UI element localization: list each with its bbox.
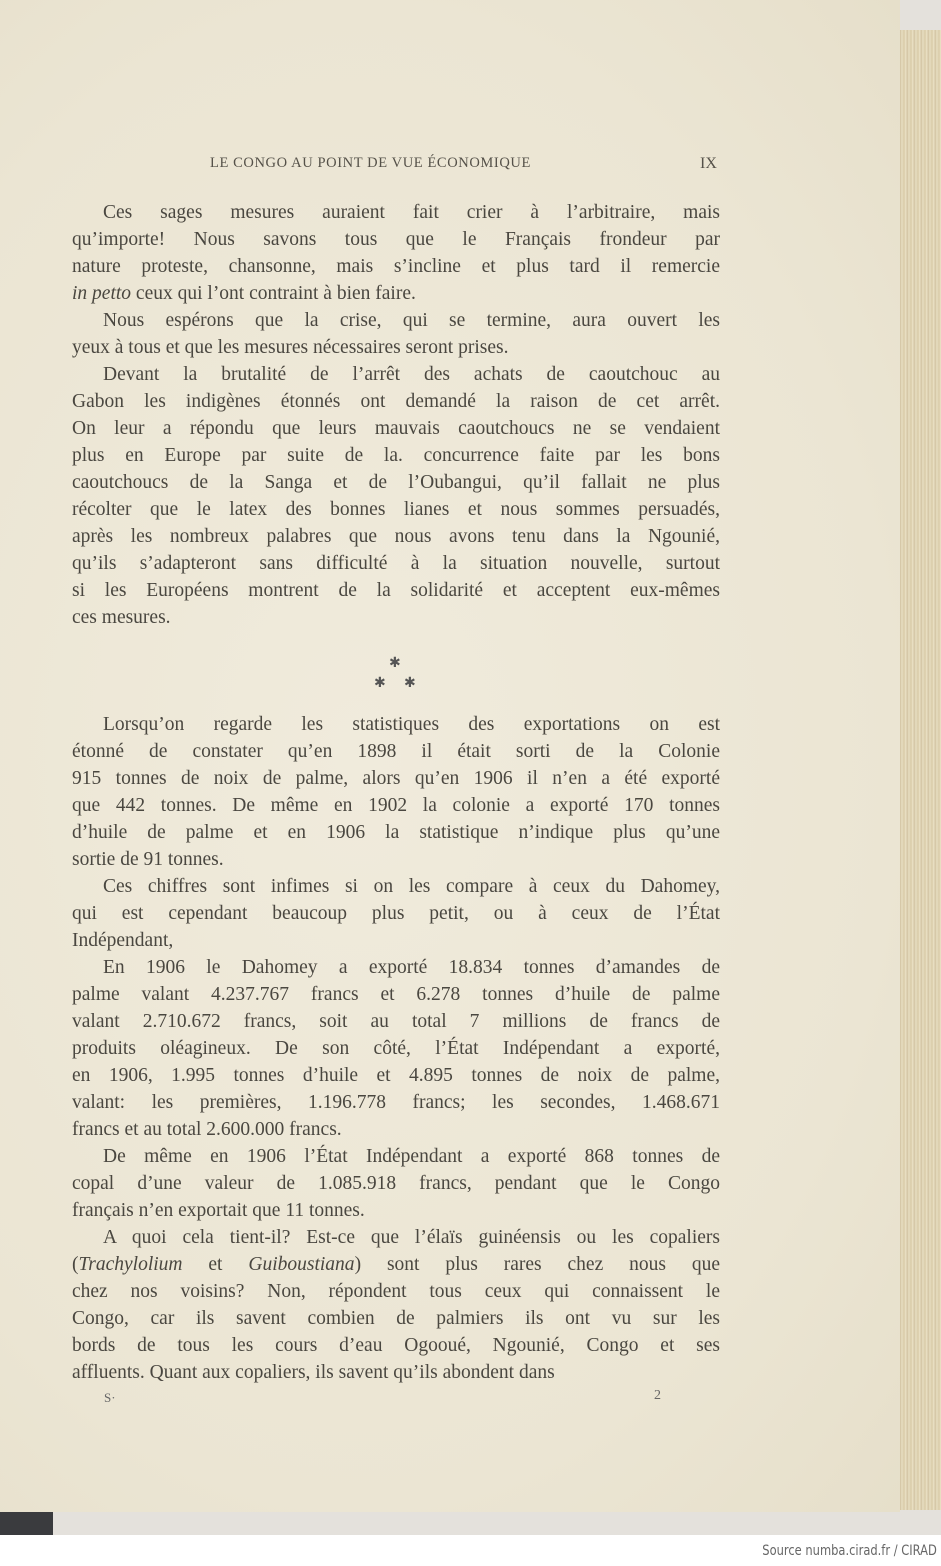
text-line [72, 1172, 720, 1196]
italic-text: Trachylolium [78, 1254, 183, 1275]
page-edges [895, 30, 941, 1510]
text-line [72, 444, 720, 468]
text-line [72, 1361, 720, 1385]
text-segment: ceux qui l’ont contraint à bien faire. [131, 283, 416, 304]
text-segment: Lorsqu’on regarde les statistiques des exportations on est [103, 714, 720, 735]
italic-text: in petto [72, 283, 132, 304]
text-segment: copal d’une valeur de 1.085.918 francs, pendant que le Congo [72, 1173, 720, 1194]
text-segment: Nous espérons que la crise, qui se termine, aura ouvert les [103, 310, 720, 331]
text-segment: Indépendant, [72, 930, 174, 951]
text-line [72, 1118, 720, 1142]
text-segment: Gabon les indigènes étonnés ont demandé la raison de cet arrêt. [72, 391, 720, 412]
text-segment: qui est cependant beaucoup plus petit, ou à ceux de l’État [72, 903, 720, 924]
text-line [103, 875, 720, 899]
text-segment: chez nos voisins? Non, répondent tous ceux qui connaissent le [72, 1281, 720, 1302]
text-line [103, 201, 720, 225]
text-line [72, 767, 720, 791]
text-line [72, 579, 720, 603]
text-line [72, 983, 720, 1007]
running-title: LE CONGO AU POINT DE VUE ÉCONOMIQUE [210, 155, 531, 171]
text-segment: Ces chiffres sont infimes si on les compare à ceux du Dahomey, [103, 876, 720, 897]
text-line [72, 1280, 720, 1304]
section-break-star: ✱ [374, 676, 386, 691]
text-segment: français n’en exportait que 11 tonnes. [72, 1200, 365, 1221]
text-line [103, 956, 720, 980]
text-line [72, 606, 720, 630]
text-segment: sortie de 91 tonnes. [72, 849, 224, 870]
text-segment: De même en 1906 l’État Indépendant a exporté 868 tonnes de [103, 1146, 720, 1167]
text-line [72, 525, 720, 549]
text-segment: affluents. Quant aux copaliers, ils savent qu’ils abondent dans [72, 1362, 555, 1383]
text-segment: ( [72, 1254, 79, 1275]
text-line [72, 417, 720, 441]
text-segment: caoutchoucs de la Sanga et de l’Oubangui, qu’il fallait ne plus [72, 472, 720, 493]
signature-mark: S· [104, 1390, 116, 1405]
text-line [72, 255, 720, 279]
text-line [103, 1145, 720, 1169]
page-number: IX [700, 155, 717, 172]
text-line [103, 1226, 720, 1250]
text-line [72, 794, 720, 818]
text-line [72, 1010, 720, 1034]
text-line [72, 552, 720, 576]
text-line [72, 740, 720, 764]
text-segment: qu’ils s’adapteront sans difficulté à la situation nouvelle, surtout [72, 553, 720, 574]
text-segment: qu’importe! Nous savons tous que le Français frondeur par [72, 229, 720, 250]
text-segment: récolter que le latex des bonnes lianes et nous sommes persuadés, [72, 499, 720, 520]
text-segment: En 1906 le Dahomey a exporté 18.834 tonnes d’amandes de [103, 957, 720, 978]
section-break-star: ✱ [389, 656, 401, 671]
text-segment: ) sont plus rares chez nous que [354, 1254, 720, 1275]
text-segment: ces mesures. [72, 607, 171, 628]
text-segment: étonné de constater qu’en 1898 il était sorti de la Colonie [72, 741, 720, 762]
text-segment: plus en Europe par suite de la. concurrence faite par les bons [72, 445, 720, 466]
text-segment: valant: les premières, 1.196.778 francs; les secondes, 1.468.671 [72, 1092, 720, 1113]
text-segment: d’huile de palme et en 1906 la statistique n’indique plus qu’une [72, 822, 720, 843]
text-line [72, 1091, 720, 1115]
text-segment: produits oléagineux. De son côté, l’État Indépendant a exporté, [72, 1038, 720, 1059]
text-line [72, 336, 720, 360]
text-segment: bords de tous les cours d’eau Ogooué, Ngounié, Congo et ses [72, 1335, 720, 1356]
text-segment: après les nombreux palabres que nous avons tenu dans la Ngounié, [72, 526, 720, 547]
scanner-border-bottom [0, 1512, 53, 1535]
text-line [103, 363, 720, 387]
text-line [72, 1307, 720, 1331]
text-line [72, 902, 720, 926]
section-break-star: ✱ [404, 676, 416, 691]
text-line [72, 929, 720, 953]
text-segment: si les Européens montrent de la solidarité et acceptent eux-mêmes [72, 580, 720, 601]
text-line [72, 471, 720, 495]
text-line [72, 228, 720, 252]
text-line [72, 1334, 720, 1358]
source-credit: Source numba.cirad.fr / CIRAD [762, 1543, 937, 1559]
text-segment: valant 2.710.672 francs, soit au total 7 millions de francs de [72, 1011, 720, 1032]
text-segment: A quoi cela tient-il? Est-ce que l’élaïs guinéensis ou les copaliers [103, 1227, 720, 1248]
text-line [72, 1253, 720, 1277]
text-line [72, 282, 720, 306]
text-segment: Congo, car ils savent combien de palmiers ils ont vu sur les [72, 1308, 720, 1329]
text-segment: en 1906, 1.995 tonnes d’huile et 4.895 tonnes de noix de palme, [72, 1065, 720, 1086]
text-segment: yeux à tous et que les mesures nécessaires seront prises. [72, 337, 509, 358]
text-line [72, 848, 720, 872]
text-line [72, 1199, 720, 1223]
text-line [72, 821, 720, 845]
text-segment: On leur a répondu que leurs mauvais caoutchoucs ne se vendaient [72, 418, 720, 439]
text-line [103, 309, 720, 333]
text-line [72, 1064, 720, 1088]
text-segment: Devant la brutalité de l’arrêt des achats de caoutchouc au [103, 364, 720, 385]
text-segment: palme valant 4.237.767 francs et 6.278 tonnes d’huile de palme [72, 984, 720, 1005]
text-line [72, 390, 720, 414]
text-segment: que 442 tonnes. De même en 1902 la colonie a exporté 170 tonnes [72, 795, 720, 816]
text-line [72, 1037, 720, 1061]
text-line [72, 498, 720, 522]
folio-number: 2 [654, 1388, 661, 1403]
italic-text: Guiboustiana [248, 1254, 355, 1275]
text-segment: Ces sages mesures auraient fait crier à l’arbitraire, mais [103, 202, 720, 223]
text-segment: nature proteste, chansonne, mais s’incline et plus tard il remercie [72, 256, 720, 277]
text-line [103, 713, 720, 737]
text-segment: 915 tonnes de noix de palme, alors qu’en 1906 il n’en a été exporté [72, 768, 720, 789]
text-segment: francs et au total 2.600.000 francs. [72, 1119, 342, 1140]
text-segment: et [182, 1254, 249, 1275]
